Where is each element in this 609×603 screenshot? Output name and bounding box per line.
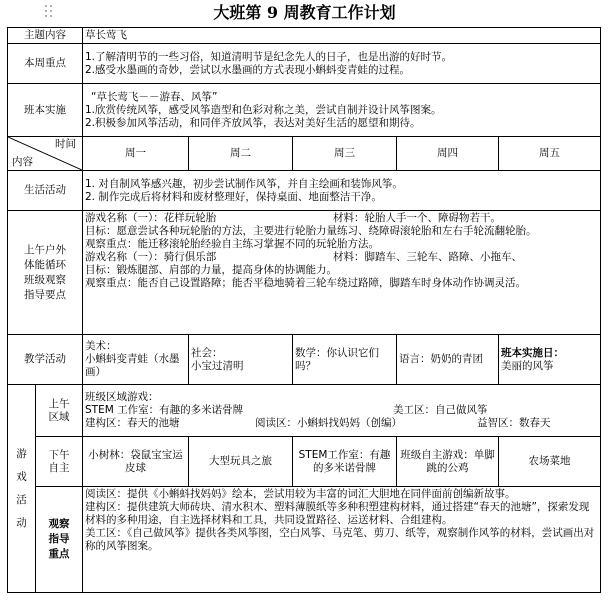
class-practice-item: “草长莺飞－－游春、风筝”: [91, 90, 218, 103]
afternoon-mon: 小树林：袋鼠宝宝运皮球: [83, 437, 189, 487]
afternoon-wed: STEM工作室：有趣的多米诺骨牌: [293, 437, 397, 487]
morning-area-content: [83, 385, 601, 437]
teaching-thu: 语言：奶奶的青团: [397, 335, 499, 385]
weekly-focus-item: 1.了解清明节的一些习俗，知道清明节是纪念先人的日子，也是出游的好时节。: [85, 50, 453, 63]
afternoon-tue: 大型玩具之旅: [189, 437, 293, 487]
afternoon-row: [8, 437, 601, 487]
outdoor-row: [8, 211, 601, 335]
day-header-wed: 周三: [293, 137, 397, 171]
weekly-focus-row: [8, 44, 601, 84]
afternoon-thu: 班级自主游戏：单脚跳的公鸡: [397, 437, 499, 487]
guide-row: [8, 487, 601, 593]
weekly-focus-content: [83, 44, 601, 84]
life-label: 生活活动: [8, 171, 83, 211]
morning-area-title: 班级区域游戏：: [85, 391, 159, 403]
day-header-tue: 周二: [189, 137, 293, 171]
outdoor-label-line: 班级观察: [24, 273, 66, 286]
morning-area-line: 建构区：春天的池塘 阅读区：小蝌蚪找妈妈（创编） 益智区：数春天: [85, 417, 551, 429]
afternoon-fri: 农场菜地: [499, 437, 601, 487]
outdoor-line: 目标：愿意尝试各种玩轮胎的方法，主要进行轮胎力量练习、绕障碍滚轮胎和左右手轮流翻轮胎。: [85, 225, 537, 237]
outdoor-label-line: 指导要点: [24, 288, 66, 301]
day-header-fri: 周五: [499, 137, 601, 171]
morning-area-line: STEM 工作室：有趣的多米诺骨牌 美工区：自己做风筝: [85, 404, 488, 416]
class-practice-item: 2.积极参加风筝活动，和同伴齐放风筝，表达对美好生活的愿望和期待。: [85, 116, 421, 129]
outdoor-content: [83, 211, 601, 335]
header-row: [8, 137, 601, 171]
life-row: [8, 171, 601, 211]
guide-item: 阅读区：提供《小蝌蚪找妈妈》绘本，尝试用较为丰富的词汇大胆地在同伴面前创编新故事。: [85, 488, 516, 500]
plan-table: [7, 27, 601, 593]
teaching-mon: 美术： 小蝌蚪变青蛙（水墨画）: [83, 335, 189, 385]
weekly-focus-label: 本周重点: [8, 44, 83, 84]
life-item: 1. 对自制风筝感兴趣，初步尝试制作风筝，并自主绘画和装饰风筝。: [85, 177, 403, 190]
outdoor-label-line: 体能循环: [24, 258, 66, 271]
outdoor-line: 观察重点：能否自己设置路障；能否平稳地骑着三轮车绕过路障，脚踏车时身体动作协调灵活。: [85, 277, 526, 289]
day-header-mon: 周一: [83, 137, 189, 171]
games-label: 游 戏 活 动: [8, 385, 36, 593]
page-title: 大班第 9 周教育工作计划: [213, 3, 396, 22]
class-practice-label: 班本实施: [8, 84, 83, 137]
time-header: 时间: [55, 138, 76, 150]
day-header-thu: 周四: [397, 137, 499, 171]
theme-label: 主题内容: [8, 28, 83, 44]
outdoor-line: 游戏名称（一）：花样玩轮胎 材料：轮胎人手一个、障碍物若干。: [85, 212, 501, 224]
class-practice-content: [83, 84, 601, 137]
life-content: [83, 171, 601, 211]
teaching-wed: 数学：你认识它们吗？: [293, 335, 397, 385]
outdoor-label-line: 上午户外: [24, 243, 66, 256]
class-practice-row: [8, 84, 601, 137]
afternoon-label: 下午 自主: [36, 437, 83, 487]
theme-row: [8, 28, 601, 44]
life-item: 2. 制作完成后将材料和废材整理好，保持桌面、地面整洁干净。: [85, 190, 382, 203]
teaching-tue: 社会： 小宝过清明: [189, 335, 293, 385]
guide-item: 建构区：提供建筑大师砖块、清水积木、塑料薄膜纸等多种积塑建构材料，通过搭建“春天的池塘”，探索发现材料的多种用途，自主选择材料和工具，共同设置路径、运送材料、合组建构。: [85, 501, 590, 526]
morning-area-row: [8, 385, 601, 437]
class-practice-item: 1.欣赏传统风筝，感受风筝造型和色彩对称之美，尝试自制并设计风筝图案。: [85, 103, 442, 116]
time-content-header: [8, 137, 83, 171]
theme-value: 草长莺飞: [83, 28, 601, 44]
outdoor-line: 游戏名称（一）：骑行俱乐部 材料：脚踏车、三轮车、路障、小拖车、: [85, 251, 522, 263]
outdoor-label: [8, 211, 83, 335]
weekly-focus-item: 2.感受水墨画的奇妙，尝试以水墨画的方式表现小蝌蚪变青蛙的过程。: [85, 63, 411, 76]
morning-area-label: 上午 区域: [36, 385, 83, 437]
teaching-label: 教学活动: [8, 335, 83, 385]
outdoor-line: 观察重点：能迁移滚轮胎经验自主练习掌握不同的玩轮胎方法。: [85, 238, 379, 250]
outdoor-line: 目标：锻炼腿部、肩部的力量，提高身体的协调能力。: [85, 264, 337, 276]
content-header: 内容: [12, 156, 33, 168]
guide-content: [83, 487, 601, 593]
teaching-row: [8, 335, 601, 385]
guide-item: 美工区：《自己做风筝》提供各类风筝图，空白风筝、马克笔、剪刀、纸等，观察制作风筝的材料，尝试画出对称的风筝图案。: [85, 527, 595, 552]
teaching-fri: 班本实施日： 美丽的风筝: [499, 335, 601, 385]
guide-label: 观察 指导 重点: [36, 487, 83, 593]
